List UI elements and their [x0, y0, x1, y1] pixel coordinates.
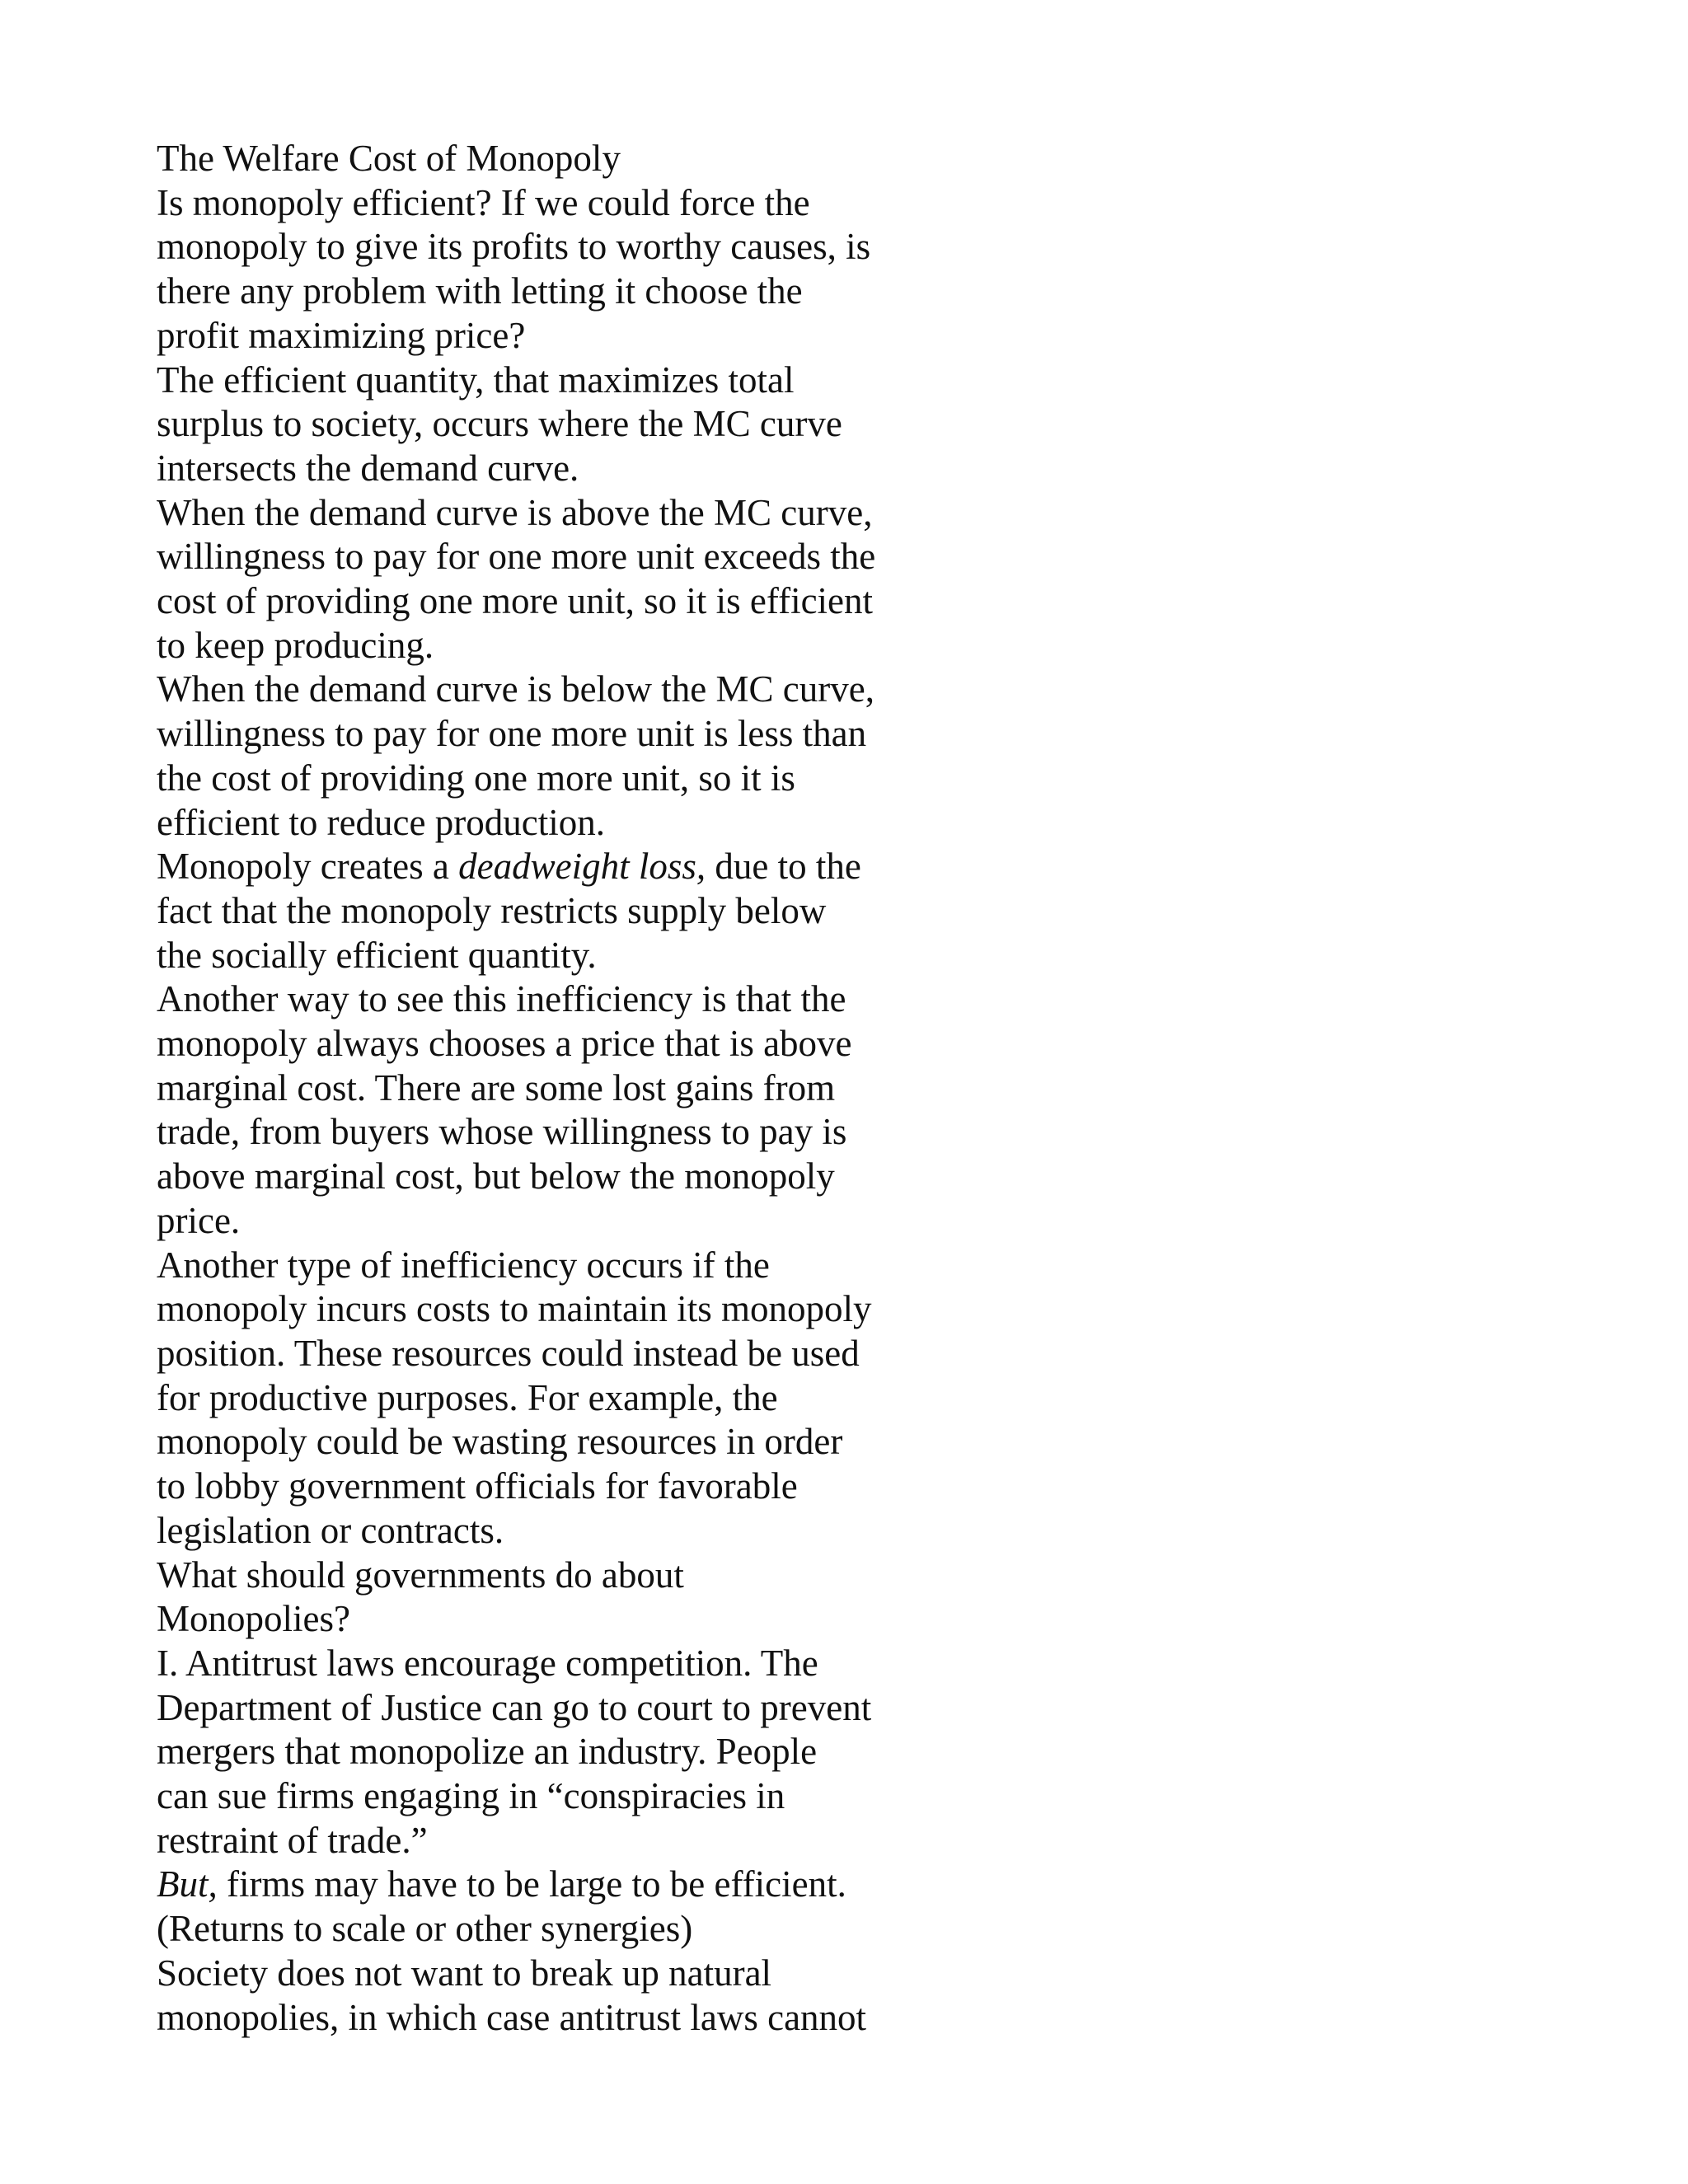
- paragraph-price-above-mc: [157, 977, 931, 1243]
- text-line: trade, from buyers whose willingness to pay is: [157, 1111, 847, 1153]
- text-line: efficient to reduce production.: [157, 801, 605, 843]
- text-line: When the demand curve is below the MC curve,: [157, 668, 874, 710]
- text-line: position. These resources could instead be used: [157, 1332, 860, 1374]
- text-line: willingness to pay for one more unit exceeds the: [157, 536, 876, 578]
- text-line: marginal cost. There are some lost gains from: [157, 1066, 836, 1108]
- text-run: firms may have to be large to be efficient.: [217, 1863, 846, 1905]
- text-line: [157, 845, 931, 889]
- text-line: there any problem with letting it choose the: [157, 270, 803, 312]
- paragraph-efficient-quantity: [157, 359, 931, 491]
- paragraph-demand-above-mc: [157, 491, 931, 668]
- text-line: legislation or contracts.: [157, 1509, 504, 1551]
- text-line: to lobby government officials for favorable: [157, 1465, 798, 1507]
- text-line: monopoly to give its profits to worthy causes, is: [157, 226, 871, 268]
- text-line: monopolies, in which case antitrust laws cannot: [157, 1996, 867, 2038]
- paragraph-rent-seeking: [157, 1244, 931, 1554]
- section-heading-governments: [157, 1554, 931, 1642]
- text-line: [157, 1863, 931, 1907]
- paragraph-deadweight-loss: [157, 845, 931, 977]
- text-line: can sue firms engaging in “conspiracies in: [157, 1775, 785, 1817]
- text-line: monopoly incurs costs to maintain its monopoly: [157, 1288, 872, 1330]
- text-run: due to the: [706, 846, 861, 888]
- text-line: willingness to pay for one more unit is less than: [157, 713, 867, 755]
- paragraph-natural-monopolies: [157, 1952, 931, 2040]
- paragraph-monopoly-efficient-question: [157, 181, 931, 359]
- text-line: I. Antitrust laws encourage competition. The: [157, 1642, 818, 1684]
- title-line: The Welfare Cost of Monopoly: [157, 138, 621, 179]
- text-run: Monopoly creates a: [157, 846, 459, 888]
- text-line: monopoly always chooses a price that is above: [157, 1023, 852, 1065]
- text-line: the socially efficient quantity.: [157, 934, 597, 976]
- text-line: Society does not want to break up natural: [157, 1952, 772, 1994]
- text-line: Is monopoly efficient? If we could force the: [157, 181, 810, 223]
- text-line: When the demand curve is above the MC curve,: [157, 491, 873, 533]
- text-line: Another type of inefficiency occurs if the: [157, 1244, 770, 1286]
- paragraph-antitrust-laws: [157, 1642, 931, 1863]
- text-line: What should governments do about: [157, 1554, 684, 1596]
- text-line: for productive purposes. For example, the: [157, 1376, 778, 1418]
- emphasis-but: But,: [157, 1863, 218, 1905]
- text-line: Monopolies?: [157, 1598, 350, 1640]
- text-line: Another way to see this inefficiency is that the: [157, 978, 846, 1020]
- text-line: monopoly could be wasting resources in order: [157, 1421, 843, 1463]
- emphasis-deadweight-loss: deadweight loss,: [458, 846, 706, 888]
- document-title: [157, 137, 931, 181]
- text-line: profit maximizing price?: [157, 314, 526, 356]
- text-line: mergers that monopolize an industry. People: [157, 1731, 818, 1773]
- text-line: intersects the demand curve.: [157, 447, 579, 489]
- text-line: to keep producing.: [157, 624, 434, 666]
- text-line: The efficient quantity, that maximizes total: [157, 359, 795, 401]
- paragraph-demand-below-mc: [157, 668, 931, 845]
- text-line: (Returns to scale or other synergies): [157, 1908, 693, 1950]
- text-line: fact that the monopoly restricts supply below: [157, 889, 827, 931]
- document-body: [157, 137, 931, 2040]
- text-line: price.: [157, 1199, 241, 1241]
- text-line: the cost of providing one more unit, so it is: [157, 757, 795, 799]
- text-line: surplus to society, occurs where the MC curve: [157, 403, 842, 445]
- text-line: cost of providing one more unit, so it is efficient: [157, 580, 874, 622]
- paragraph-large-firms: [157, 1863, 931, 1951]
- text-line: above marginal cost, but below the monopoly: [157, 1155, 835, 1197]
- text-line: Department of Justice can go to court to prevent: [157, 1686, 872, 1728]
- text-line: restraint of trade.”: [157, 1819, 428, 1861]
